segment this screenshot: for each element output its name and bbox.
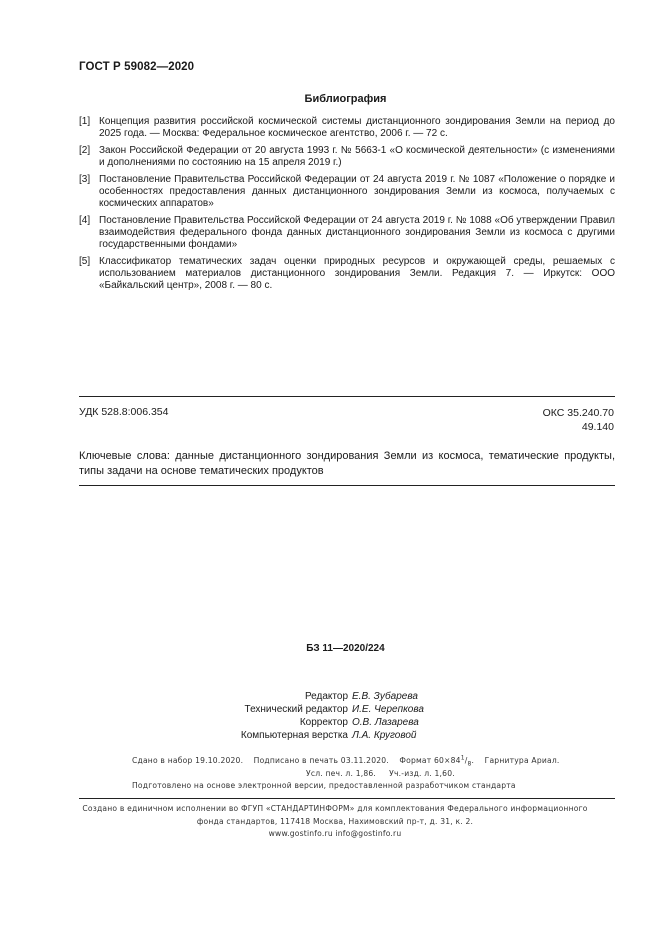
publisher-info — [60, 803, 610, 841]
udk-code: УДК 528.8:006.354 — [79, 406, 169, 418]
credit-role: Технический редактор — [244, 704, 348, 715]
credit-role: Редактор — [304, 691, 348, 702]
publisher-contacts — [60, 828, 610, 841]
divider-bottom — [79, 798, 615, 799]
publisher-line2: фонда стандартов, 117418 Москва, Нахимовский пр-т, д. 31, к. 2. — [196, 816, 474, 826]
print-sheets: Усл. печ. л. 1,86. — [306, 768, 377, 778]
print-info-row3 — [80, 780, 600, 793]
publisher-website[interactable]: www.gostinfo.ru — [268, 829, 333, 838]
print-info-row1 — [80, 755, 600, 768]
bibliography-item-text: Закон Российской Федерации от 20 августа 1993 г. № 5663-1 «О космической деятельности» (с изменениями и дополнениями по состоянию на 15 апреля 2019 г.) — [99, 145, 615, 168]
divider-top — [79, 396, 615, 397]
credit-name: Л.А. Круговой — [352, 730, 417, 741]
bibliography-item-number: [3] — [79, 174, 91, 185]
credit-role: Компьютерная верстка — [240, 730, 348, 741]
credit-name: Е.В. Зубарева — [352, 691, 418, 702]
print-format-sub: 8 — [467, 760, 472, 768]
publisher-line1: Создано в единичном исполнении во ФГУП «СТАНДАРТИНФОРМ» для комплектования Федерального информационного — [82, 804, 588, 813]
bibliography-item-number: [4] — [79, 215, 91, 226]
print-sent: Сдано в набор 19.10.2020. — [132, 756, 244, 765]
bibliography-item-text: Постановление Правительства Российской Федерации от 24 августа 2019 г. № 1088 «Об утверждении Правил взаимодействия федерального фонда данных дистанционного зондирования Земли из космоса с другими государственными фондами» — [99, 215, 615, 250]
bibliography-item — [79, 215, 615, 251]
print-font: Гарнитура Ариал. — [484, 756, 560, 765]
bibliography-item-text: Концепция развития российской космической системы дистанционного зондирования Земли на период до 2025 года. — Москва: Федеральное космическое агентство, 2006 г. — 72 с. — [99, 116, 615, 139]
publisher-email[interactable]: info@gostinfo.ru — [335, 829, 402, 838]
credits-list — [200, 690, 460, 742]
bibliography-item-number: [5] — [79, 256, 91, 267]
bibliography-item — [79, 256, 615, 292]
credit-row — [200, 729, 460, 742]
credit-name: О.В. Лазарева — [352, 717, 419, 728]
bibliography-item — [79, 116, 615, 140]
print-info-row2 — [80, 768, 600, 781]
print-format-prefix: Формат 60×84 — [399, 756, 461, 765]
oks-code-line2: 49.140 — [581, 421, 614, 433]
print-edition-sheets: Уч.-изд. л. 1,60. — [389, 768, 455, 778]
oks-code-line1: ОКС 35.240.70 — [542, 407, 614, 419]
document-header: ГОСТ Р 59082—2020 — [79, 61, 195, 73]
print-format: Формат $60\times 84^1/_8$. — [399, 754, 475, 768]
divider-keywords — [79, 485, 615, 486]
credit-row — [200, 703, 460, 716]
oks-code — [543, 406, 614, 434]
credit-role: Корректор — [299, 717, 348, 728]
bz-number: БЗ 11—2020/224 — [306, 643, 385, 654]
credit-row — [200, 716, 460, 729]
bibliography-item-text: Постановление Правительства Российской Федерации от 24 августа 2019 г. № 1087 «Положение о порядке и особенностях предоставления данных дистанционного зондирования Земли из космоса, получаемых с космических аппаратов» — [99, 174, 615, 209]
print-format-slash: / — [464, 756, 468, 765]
bibliography-title: Библиография — [304, 93, 387, 105]
credit-name: И.Е. Черепкова — [352, 704, 424, 715]
bibliography-list — [79, 116, 615, 297]
bibliography-item-text: Классификатор тематических задач оценки природных ресурсов и окружающей среды, решаемых с использованием материалов дистанционного зондирования Земли. Редакция 7. — Иркутск: ООО «Байкальский центр», 2008 г. — 80 с. — [99, 256, 615, 291]
credit-row — [200, 690, 460, 703]
bibliography-item-number: [1] — [79, 116, 91, 127]
print-format-sup: 1 — [460, 754, 465, 762]
print-signed: Подписано в печать 03.11.2020. — [253, 756, 389, 765]
keywords: Ключевые слова: данные дистанционного зондирования Земли из космоса, тематические продукты, типы задачи на основе тематических продуктов — [79, 450, 615, 477]
bibliography-item-number: [2] — [79, 145, 91, 156]
print-prepared: Подготовлено на основе электронной версии, предоставленной разработчиком стандарта — [132, 781, 516, 790]
bibliography-item — [79, 145, 615, 169]
print-info — [80, 755, 600, 793]
bibliography-item — [79, 174, 615, 210]
